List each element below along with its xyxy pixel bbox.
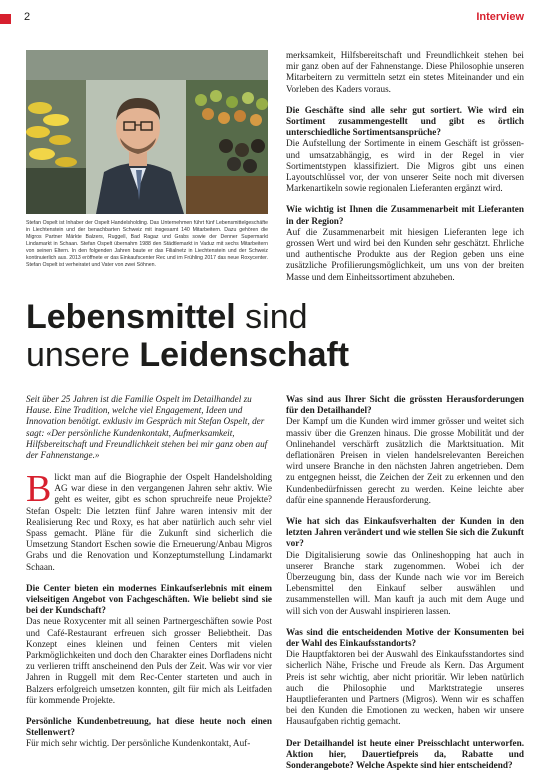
photo-caption: Stefan Ospelt ist Inhaber der Ospelt Handelsholding. Das Unternehmen führt fünf Lebensmittelgeschäfte in Liechtenstein und der benachbarten Schweiz mit insgesamt 140 Mitarbeitern. Dazu gehören die Migros Partner Märkte Balzers, Ruggell, Bad Ragaz und Grabs sowie der Denner Supermarkt Lindamarkt in Schaan. Stefan Ospelt übernahm 1988 den Städtlemarkt in Vaduz mit sechs Mitarbeitern von seinen Eltern. In den folgenden Jahren baute er das Filialnetz in Liechtenstein und der Schweiz kontinuierlich aus. 2013 eröffnete er das Einkaufscenter Rec und im Frühling 2017 das neue Roxycenter. Stefan Ospelt ist verheiratet und Vater von zwei Söhnen. <box>26 220 268 268</box>
paragraph <box>26 468 272 573</box>
question: Was sind aus Ihrer Sicht die grössten Herausforderungen für den Detailhandel? <box>286 394 524 416</box>
portrait-illustration <box>26 50 268 214</box>
page-number: 2 <box>24 11 31 23</box>
article-title <box>26 298 446 374</box>
section-label: Interview <box>476 11 524 23</box>
question: Die Center bieten ein modernes Einkaufserlebnis mit einem vielseitigen Angebot von Fachgeschäften. Wie beliebt sind sie bei der Kundschaft? <box>26 582 272 616</box>
question: Der Detailhandel ist heute einer Preisschlacht unterworfen. Aktion hier, Dauertiefpreis da, Rabatte und Sonderangebote? Welche Aspekte sind hier entscheidend? <box>286 737 524 771</box>
right-column-top <box>286 50 524 293</box>
right-column-bottom <box>286 394 524 771</box>
drop-cap: B <box>26 468 52 510</box>
intro-text: lickt man auf die Biographie der Ospelt Handelsholding AG war diese in den vergangenen Jahren sehr aktiv. Wie geht es weiter, gibt es schon spruchreife neue Projekte? Stefan Ospelt: Die letzten fünf Jahre waren intensiv mit der Realisierung Rec und Roxy, es hat aber natürlich auch sehr viel Spass gemacht. Pläne für die Zukunft sind sicherlich die Umsetzung Standort Eschen sowie die Erneuerung/Anbau Migros Grabs und die Renovation und Konzeptumstellung Lindamarkt Schaan. <box>26 472 272 572</box>
question: Wie hat sich das Einkaufsverhalten der Kunden in den letzten Jahren verändert und wie stellen Sie sich die Zukunft vor? <box>286 516 524 549</box>
paragraph: Die Hauptfaktoren bei der Auswahl des Einkaufsstandortes sind sicherlich Nähe, Frische und Freude als Kern. Das Argument Preis ist sehr wichtig, aber nicht prioritär. Wir leben natürlich auch die Philosophie und Marktstrategie unseres Hauptlieferanten und Partners (Migros). Wenn wir es schaffen bei den Kunden die Emotionen zu wecken, haben wir unsere Hausaufgaben richtig gemacht. <box>286 649 524 727</box>
paragraph: Das neue Roxycenter mit all seinen Partnergeschäften sowie Post und Café-Restaurant erfreuen sich grosser Beliebtheit. Das Konzept eines kleinen und feinen Centers mit vielen Parkmöglichkeiten und doch den Charakter eines Dorfladens nicht zu verlieren trifft anscheinend den Puls der Zeit. Was wir vor vier Jahren in Ruggell mit dem Rec-Center starteten und auch in Balzers erfolgreich umsetzen konnten, gilt für mich als Leitfaden für kommende Projekte. <box>26 616 272 705</box>
paragraph: Der Kampf um die Kunden wird immer grösser und weitet sich massiv über die Grenzen hinaus. Die grosse Mobilität und der Onlinehandel verschärft zusätzlich die Marktsituation. Mit deflationären Preisen in vielen handelsrelevanten Bereichen wird unsere Branche in den nächsten Jahren angetrieben. Dem zu entgegnen heisst, die Zeichen der Zeit zu erkennen und den Kundenbedürfnissen gerecht zu werden. Keine leichte aber dafür eine spannende Herausforderung. <box>286 416 524 505</box>
paragraph: Auf die Zusammenarbeit mit hiesigen Lieferanten lege ich grossen Wert und wird bei den Kunden sehr geschätzt. Ehrliche und authentische Produkte aus der Region geben uns eine zusätzliche Profilierungsmöglichkeit, um uns von der breiten Masse und dem Einheitssortiment abzuheben. <box>286 226 524 282</box>
title-word-bold: Lebensmittel <box>26 298 236 336</box>
title-word: unsere <box>26 336 140 374</box>
title-word-bold: Leidenschaft <box>139 336 350 374</box>
question: Was sind die entscheidenden Motive der Konsumenten bei der Wahl des Einkaufsstandorts? <box>286 626 524 649</box>
question: Persönliche Kundenbetreuung, hat diese heute noch einen Stellenwert? <box>26 716 272 738</box>
page-header <box>0 0 550 28</box>
question: Die Geschäfte sind alle sehr gut sortiert. Wie wird ein Sortiment zusammengestellt und gibt es örtlich unterschiedliche Sortimentsansprüche? <box>286 104 524 138</box>
left-column <box>26 468 272 760</box>
article-lede: Seit über 25 Jahren ist die Familie Ospelt im Detailhandel zu Hause. Eine Tradition, welche viel Engagement, Ideen und Innovation benötigt. exklusiv im Gespräch mit Stefan Ospelt, der sagt: «Der persönliche Kundenkontakt, Aufmerksamkeit, Hilfsbereitschaft und Freundlichkeit stehen bei mir ganz oben auf der Fahnenstange.» <box>26 394 268 461</box>
title-word: sind <box>235 298 308 336</box>
paragraph: Die Aufstellung der Sortimente in einem Geschäft ist grössen- und umsatzabhängig, es wird in der Regel in vier Sortimentstypen klassifiziert. Die Migros gibt uns einen Layoutschlüssel vor, der von unserer Seite noch mit diversen Markenartikeln sowie regionalen Lieferanten ergänzt wird. <box>286 138 524 194</box>
paragraph: Für mich sehr wichtig. Der persönliche Kundenkontakt, Auf- <box>26 738 251 749</box>
question: Wie wichtig ist Ihnen die Zusammenarbeit mit Lieferanten in der Region? <box>286 204 524 226</box>
paragraph: Die Digitalisierung sowie das Onlineshopping hat auch in unserer Branche stark zugenommen. Wobei ich der Überzeugung bin, dass der Kunde nach wie vor im Bereich Lebensmittel den Einkauf selber auswählen und zusammenstellen will. Man kauft ja auch mit dem Auge und will sich von der Auswahl inspirieren lassen. <box>286 549 524 616</box>
red-marker <box>0 14 11 24</box>
paragraph: merksamkeit, Hilfsbereitschaft und Freundlichkeit stehen bei mir ganz oben auf der Fahnenstange. Diese Philosophie unseren Mitarbeitern zu vermitteln setzt ein stetes Miteinander und ein Vorleben des Kaders voraus. <box>286 50 524 94</box>
portrait-photo <box>26 50 268 214</box>
